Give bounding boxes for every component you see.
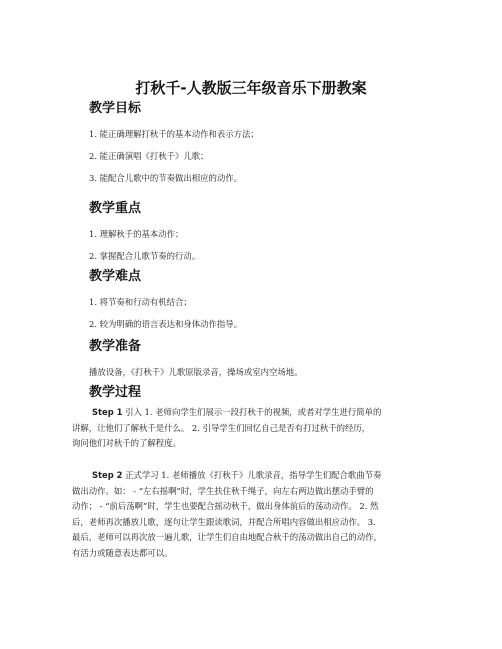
section-heading-key-points: 教学重点 bbox=[89, 201, 142, 216]
step-1-label: Step 1 bbox=[92, 407, 123, 417]
goal-item-3: 3. 能配合儿歌中的节奏做出相应的动作。 bbox=[89, 173, 243, 183]
goal-item-1: 1. 能正确理解打秋千的基本动作和表示方法； bbox=[89, 129, 259, 139]
key-point-item-1: 1. 理解秋千的基本动作； bbox=[89, 229, 184, 239]
step-2-line-4: 后，老师再次播放儿歌，逐句让学生跟读歌词，并配合所唱内容做出相应动作。 3. bbox=[72, 516, 376, 527]
preparation-text: 播放设备，《打秋千》儿歌原版录音，操场或室内空场地。 bbox=[89, 367, 303, 377]
step-1-line-3: 询问他们对秋千的了解程度。 bbox=[72, 438, 181, 448]
step-2-line-1: 正式学习 1. 老师播放《打秋千》儿歌录音，指导学生们配合歌曲节奏 bbox=[125, 470, 382, 480]
difficulty-item-1: 1. 将节奏和行动有机结合； bbox=[89, 297, 192, 307]
section-process bbox=[89, 384, 429, 402]
step-2-label: Step 2 bbox=[92, 470, 123, 480]
difficulty-item-2: 2. 较为明确的语言表达和身体动作指导。 bbox=[89, 319, 243, 329]
step-2-line-3: 动作； - “前后荡啊”时，学生也要配合摇动秋千，做出身体前后的荡动动作。 2. 然 bbox=[72, 501, 379, 511]
section-difficulties bbox=[89, 268, 429, 330]
goal-item-2: 2. 能正确演唱《打秋千》儿歌； bbox=[89, 151, 209, 161]
step-2-line-6: 有活力或随意表达都可以。 bbox=[72, 547, 173, 558]
process-step-2 bbox=[72, 468, 442, 561]
section-heading-preparation: 教学准备 bbox=[89, 339, 142, 354]
document-title: 打秋千-人教版三年级音乐下册教案 bbox=[135, 79, 367, 97]
step-1-line-2: 讲解，让他们了解秋千是什么。 2. 引导学生们回忆自己是否有打过秋千的经历， bbox=[72, 422, 371, 433]
step-2-line-5: 最后，老师可以再次放一遍儿歌，让学生们自由地配合秋千的荡动做出自己的动作， bbox=[72, 532, 382, 542]
step-1-line-1: 引入 1. 老师向学生们展示一段打秋千的视频，或者对学生进行简单的 bbox=[125, 407, 382, 417]
section-heading-difficulties: 教学难点 bbox=[89, 269, 142, 284]
section-key-points bbox=[89, 200, 429, 262]
step-2-line-2: 做出动作。如： - “左右摇啊”时，学生扶住秋千绳子，向左右两边做出摆动手臂的 bbox=[72, 485, 374, 496]
key-point-item-2: 2. 掌握配合儿歌节奏的行动。 bbox=[89, 251, 201, 261]
section-heading-goals: 教学目标 bbox=[89, 101, 142, 116]
section-goals bbox=[89, 100, 429, 184]
section-heading-process: 教学过程 bbox=[89, 385, 142, 400]
section-preparation bbox=[89, 338, 429, 378]
process-step-1 bbox=[72, 405, 442, 452]
